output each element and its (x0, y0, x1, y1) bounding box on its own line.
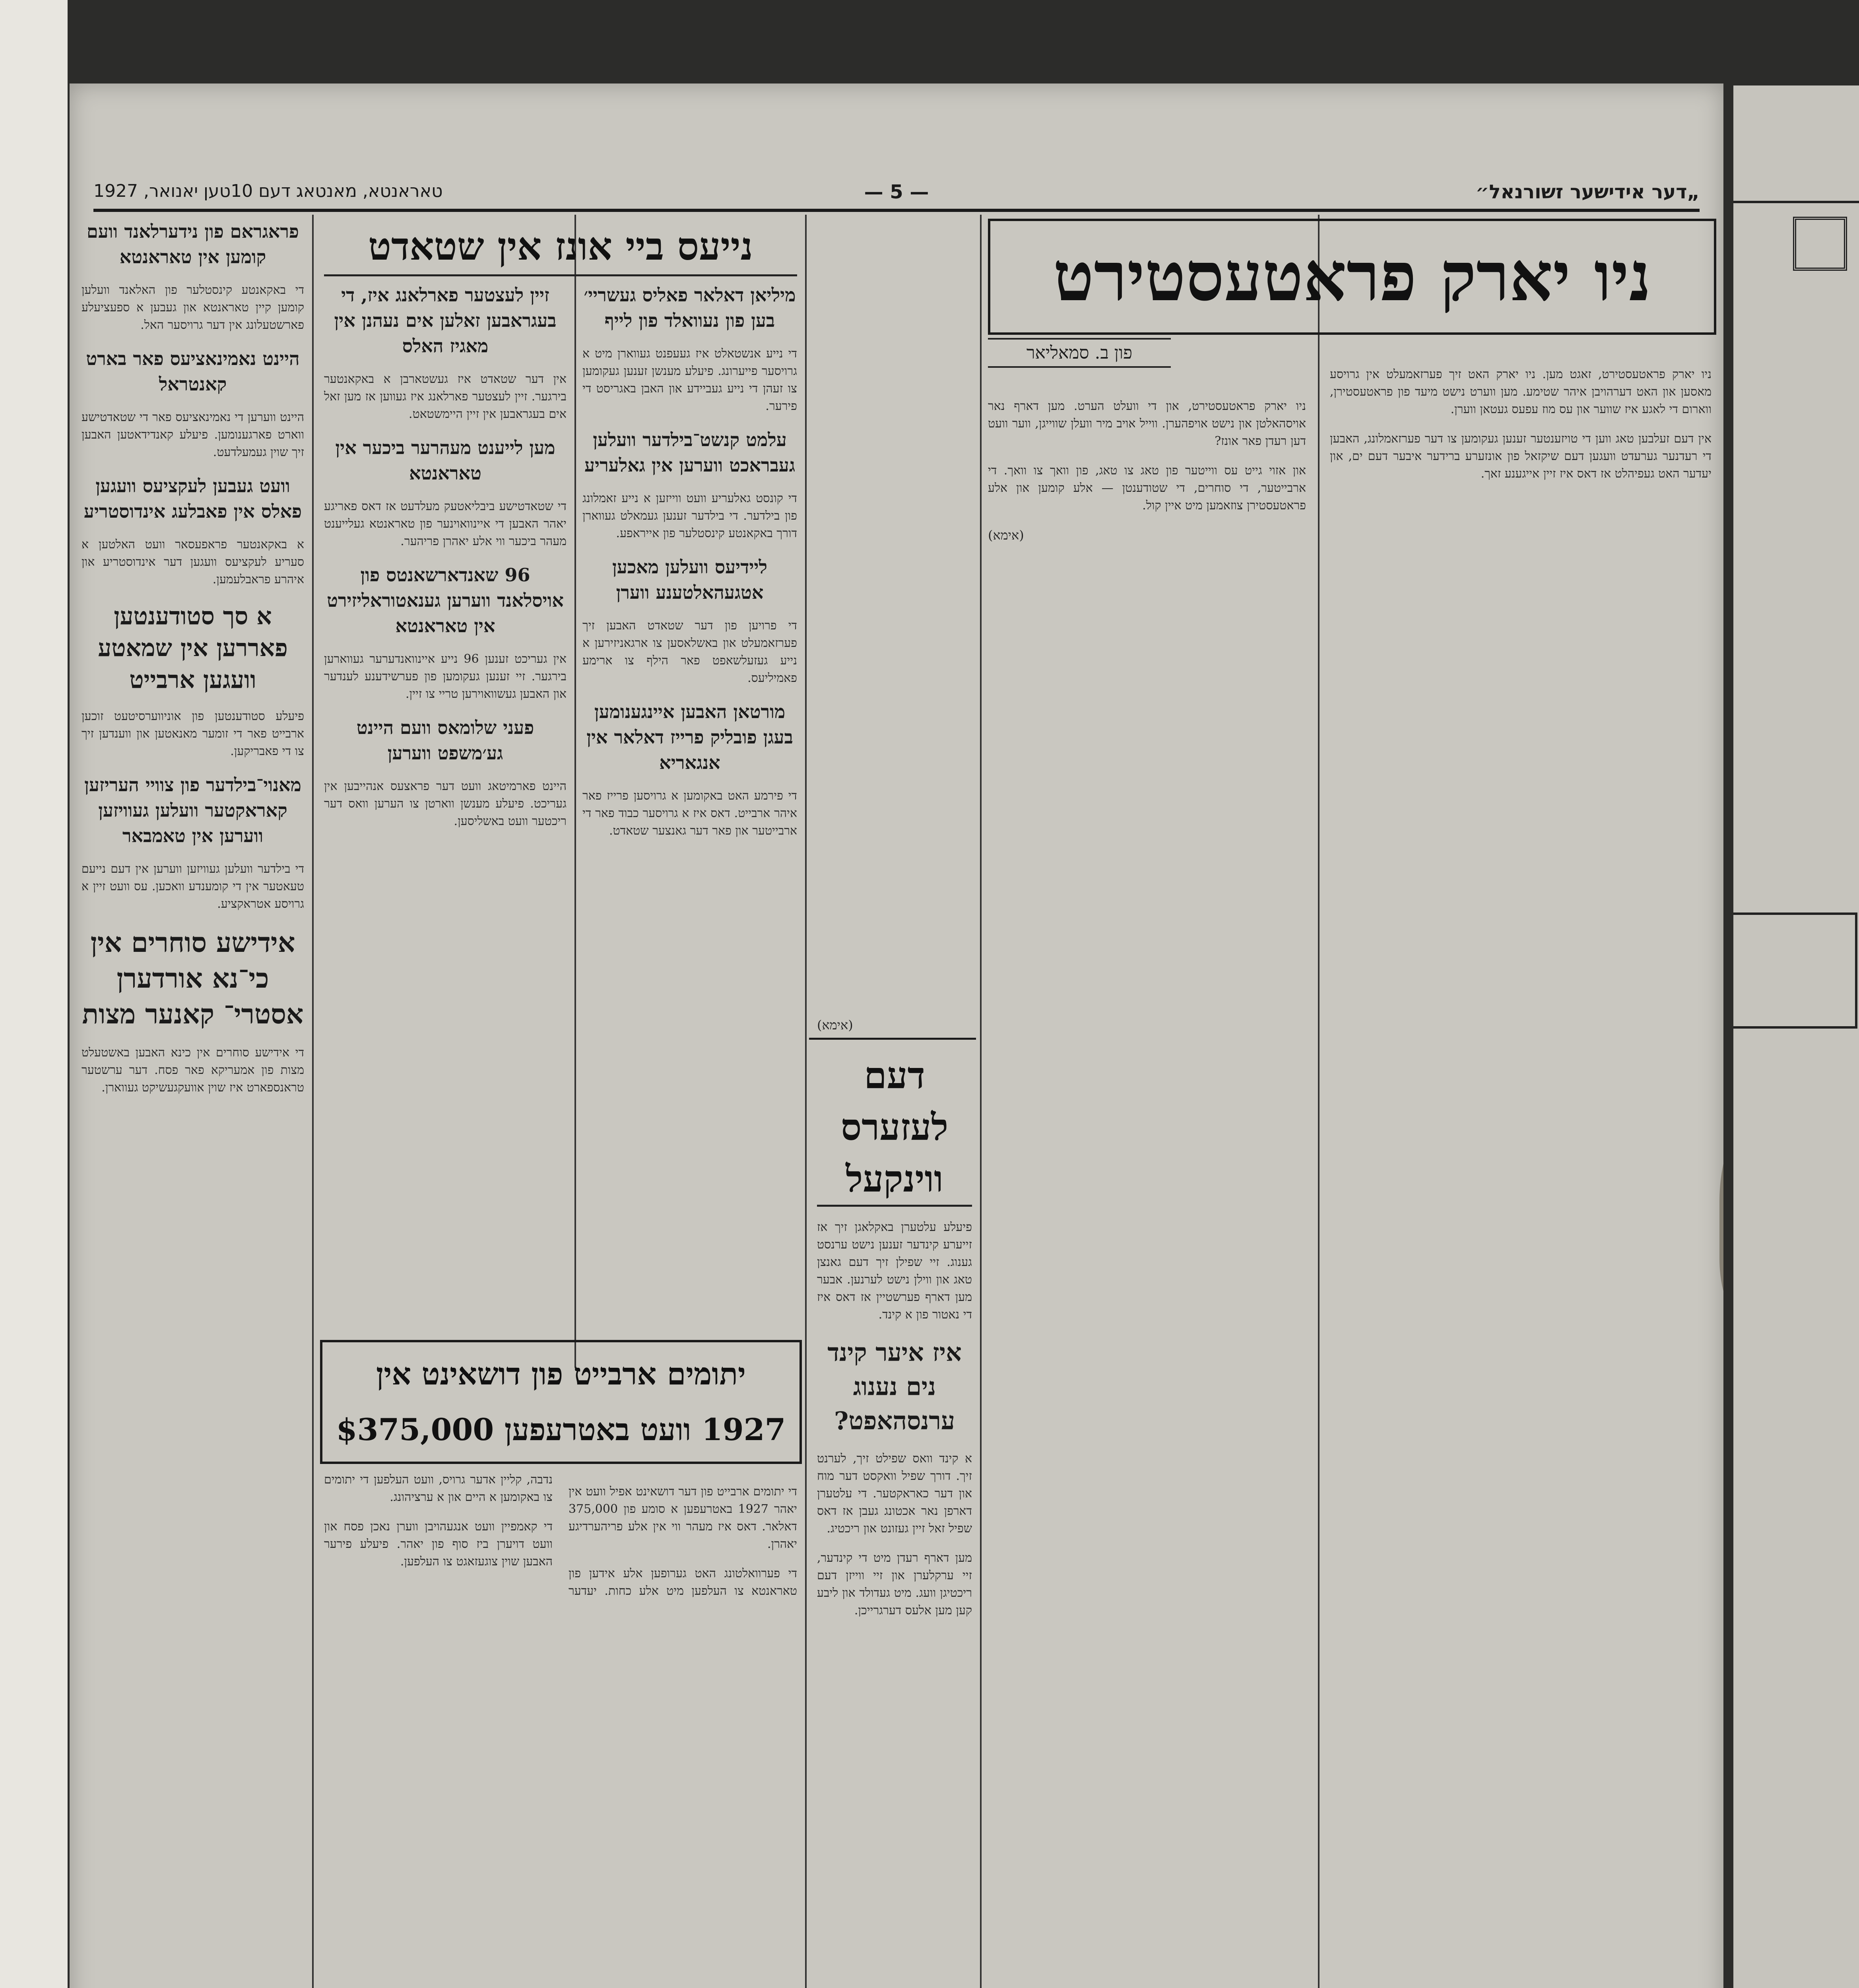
masthead (93, 181, 1700, 205)
news-item-title: 96 שאנדארשאנטס פון אויסלאנד ווערען גענאטוראליזירט אין טאראנטא (327, 564, 564, 637)
column-rule (980, 215, 982, 1988)
news-item-text: אין געריכט זענען 96 נייע איינוואנדערער געווארען בירגער. זיי זענען געקומען פון פערשידענע לענדער און האבען געשוואוירען טריי צו זיין. (324, 652, 567, 701)
orphans-headline: יתומים ארבייט פון דושאינט אין 1927 וועט באטרעפען $375,000 (336, 1356, 786, 1447)
newspaper-page (70, 83, 1723, 1988)
news-item-text: די פרויען פון דער שטאדט האבען זיך פערזאמעלט און באשלאסען צו ארגאניזירען א נייע געזעלשאפט פאר הילף צו ארימע פאמיליעס. (582, 619, 797, 685)
orphans-body (324, 1471, 797, 1988)
orphans-paragraph: די פערוואלטונג האט גערופען אלע אידען פון טאראנטא צו העלפען מיט אלע כחות. יעדער נדבה, קליין אדער גרויס, וועט העלפען די יתומים צו באקומען א היים און א ערציהונג. (324, 1473, 797, 1598)
columnist-paragraph: און אזוי גייט עס ווייטער פון טאג צו טאג, פון וואך צו וואך. די ארבייטער, די סוחרים, די שטודענטן — אלע קומען און אלע פראטעסטירן צוזאמען מיט איין קול. (988, 464, 1306, 513)
far-left-item-text: די בילדער וועלען געוויזען ווערען אין דעם נייעם טעאטער אין די קומענדע וואכען. עס וועט זיין א גרויסע אטראקציע. (82, 862, 304, 911)
columnist-headline: ניו יארק פראטעסטירט (1053, 237, 1651, 316)
orphans-paragraph: די קאמפיין וועט אנגעהויבן ווערן נאכן פסח און וועט דויערן ביז סוף פון יאהר. פיעלע פירער האבען שוין צוגעזאגט צו העלפען. (324, 1520, 553, 1569)
far-left-item-text: די באקאנטע קינסטלער פון האלאנד וועלען קומען קיין טאראנטא און געבען א ספעציעלע פארשטעלונג אין דער גרויסער האל. (82, 283, 304, 332)
far-left-item-title: מאנוי־בילדער פון צוויי העריזען קאראקטער וועלען געוויזען ווערען אין טאמבאר (84, 774, 301, 846)
far-left-item-title: אידישע סוחרים אין כי־נא אורדערן אסטרי־ קאנער מצות (82, 927, 304, 1030)
local-news-column-right (582, 282, 797, 1332)
children-paragraph: פיעלע עלטערן באקלאגן זיך אז זייערע קינדער זענען נישט ערנסט גענוג. זיי שפילן זיך דעם גאנצן טאג און ווילן נישט לערנען. אבער מען דארף פערשטיין אז דאס איז די נאטור פון א קינד. (817, 1220, 972, 1322)
children-paragraph: א קינד וואס שפילט זיך, לערנט זיך. דורך שפיל וואקסט דער מוח און דער כאראקטער. די עלטערן דארפן נאר אכטונג געבן אז דאס שפיל זאל זיין געזונט און ריכטיג. (817, 1452, 972, 1536)
children-sub-headline: איז איער קינד נים נענוג ערנסהאפט? (827, 1338, 962, 1435)
local-news-headline: נייעס ביי אונז אין שטאדט (324, 219, 797, 276)
left-page-edge (0, 0, 68, 1988)
children-headline: דעם לעזערס ווינקעל (817, 1050, 972, 1207)
columnist-headline-box (988, 219, 1716, 335)
adjacent-page (1733, 85, 1859, 1988)
orphans-headline-box (320, 1340, 802, 1464)
far-left-item-text: היינט ווערען די נאמינאציעס פאר די שטאדטישע ווארט פארגענומען. פיעלע קאנדידאטען האבען זיך שוין געמעלדעט. (82, 410, 304, 459)
section-rule (809, 1038, 976, 1040)
far-left-item-text: די אידישע סוחרים אין כינא האבען באשטעלט מצות פון אמעריקא פאר פסח. דער ערשטער טראנספארט איז שוין אוועקגעשיקט געווארן. (82, 1046, 304, 1095)
far-left-item-title: וועט געבען לעקציעס וועגען פאלס אין פאבלעג אינדוסטריע (83, 475, 302, 522)
columnist-column-1 (1330, 354, 1712, 1988)
column-rule (574, 215, 576, 1368)
columnist-byline-wrap (988, 338, 1171, 368)
far-left-item-text: א באקאנטער פראפעסאר וועט האלטען א סעריע לעקציעס וועגען דער אינדוסטריע און איהרע פראבלעמען. (82, 538, 304, 586)
news-item-title: מיליאן דאלאר פאליס געשריי׳ בען פון נעוואלד פון לייף (584, 284, 796, 331)
page-number: — 5 — (864, 181, 929, 203)
news-item-text: היינט פארמיטאג וועט דער פראצעס אנהייבען אין געריכט. פיעלע מענשן ווארטן צו הערען וואס דער ריכטער וועט באשליסען. (324, 779, 567, 828)
far-left-item-title: א סך סטודענטען פאררען אין שמאטע וועגען ארבייט (98, 602, 288, 694)
columnist-paragraph: ניו יארק פראטעסטירט, זאגט מען. ניו יארק האט זיך פערזאמעלט אין גרויסע מאסען און האט דערהויבן איהר שטימע. מען ווערט נישט מיעד פון פראטעסטירן, ווארום די לאגע איז שווער און עס מוז עפעס געטאן ווערן. (1330, 367, 1712, 416)
paper-tear (1719, 1125, 1723, 1316)
news-item-title: מורטאן האבען איינגענומען בעגן פובליק פרייז דאלאר אין אנגאריא (586, 701, 793, 773)
children-paragraph: מען דארף רעדן מיט די קינדער, זיי ערקלערן און זיי ווייזן דעם ריכטיגן וועג. מיט געדולד און ליבע קען מען אלעס דערגרייכן. (817, 1551, 972, 1617)
news-item-title: ליידיעס וועלען מאכען אטגעהאלטענע ווערן (612, 556, 767, 603)
news-item-title: זיין לעצטער פארלאנג איז, די בעגראבען זאלען אים נעהנן אין מאגיז האלס (334, 284, 557, 357)
adjacent-page-headline-fragment (1733, 912, 1857, 1029)
news-item-text: די שטאדטישע ביבליאטעק מעלדעט אז דאס פאריגע יאהר האבען די איינוואוינער פון טאראנטא געלייענט מעהר ביכער ווי אלע יאהרן פריהער. (324, 499, 567, 548)
news-item-text: די נייע אנשטאלט איז געעפנט געווארן מיט א גרויסער פייערונג. פיעלע מענשן זענען געקומען צו זעהן די נייע געביידע און האבן באגריסט די פירער. (582, 347, 797, 413)
columnist-signature: (אימא) (988, 528, 1024, 543)
children-intro (817, 1219, 972, 1324)
news-item-text: די קונסט גאלעריע וועט ווייזען א נייע זאמלונג פון בילדער. די בילדער זענען געמאלט געווארן דורך באקאנטע קינסטלער פון אייראפע. (582, 491, 797, 540)
local-news-continuation (817, 219, 972, 1034)
columnist-paragraph: ניו יארק פראטעסטירט, און די וועלט הערט. מען דארף נאר אויסהאלטן און נישט אויפהערן. ווייל אויב מיר וועלן שווייגן, ווער וועט דען רעדן פאר אונז? (988, 399, 1306, 448)
news-item-text: אין דער שטאדט איז געשטארבן א באקאנטער בירגער. זיין לעצטער פארלאנג איז געווען אז מען זאל אים בעגראבען אין זיין היימשטאט. (324, 372, 567, 421)
columnist-paragraph: אין דעם זעלבען טאג ווען די טויזענטער זענען געקומען צו דער פערזאמלונג, האבען די רעדנער גערעדט וועגען דעם שיקזאל פון אונזערע ברידער איבער דעם ים, און יעדער האט געפיהלט אז דאס איז זיין אייגענע זאך. (1330, 432, 1712, 481)
far-left-item-title: היינט נאמינאציעס פאר בארט קאנטראל (86, 348, 300, 395)
column-rule (312, 215, 314, 1988)
orphans-paragraph: די יתומים ארבייט פון דער דושאינט אפיל וועט אין יאהר 1927 באטרעפען א סומע פון 375,000 דאלאר. דאס איז מעהר ווי אין אלע פריהערדיגע יאהרן. (569, 1485, 797, 1551)
columnist-column-2 (988, 386, 1306, 1988)
columnist-byline: פון ב. סמאליאר (988, 338, 1171, 368)
local-news-signature: (אימא) (817, 1017, 853, 1033)
date-line: טאראנטא, מאנטאג דעם 10טען יאנואר, 1927 (93, 181, 443, 201)
adjacent-page-text (1742, 276, 1853, 1988)
column-rule (1318, 215, 1320, 1988)
news-item-text: די פירמע האט באקומען א גרויסען פרייז פאר איהר ארבייט. דאס איז א גרויסער כבוד פאר די ארבייטער און פאר דער גאנצער שטאדט. (582, 789, 797, 838)
news-item-title: עלמט קנשט־בילדער וועלען געבראכט ווערען אין גאלעריע (584, 429, 796, 476)
far-left-column (82, 219, 304, 1988)
paper-title: „דער אידישער זשורנאל״ (1475, 181, 1700, 203)
news-item-title: פעני שלומאס וועם היינט גע׳משפט ווערען (356, 717, 534, 764)
far-left-item-text: פיעלע סטודענטען פון אוניווערסיטעט זוכען ארבייט פאר די זומער מאנאטען און ווענדען זיך צו די פאבריקען. (82, 709, 304, 758)
children-section (817, 1050, 972, 1988)
adjacent-page-ornament (1793, 217, 1847, 271)
children-body (817, 1450, 972, 1619)
news-item-title: מען לייענט מעהרער ביכער אין טאראנטא (335, 437, 555, 484)
adjacent-page-rule (1733, 201, 1859, 203)
column-rule (805, 215, 807, 1988)
masthead-rule (93, 209, 1700, 212)
far-left-item-title: פראגראם פון נידערלאנד וועם קומען אין טאראנטא (87, 221, 299, 268)
local-news-column-left (324, 282, 567, 1332)
